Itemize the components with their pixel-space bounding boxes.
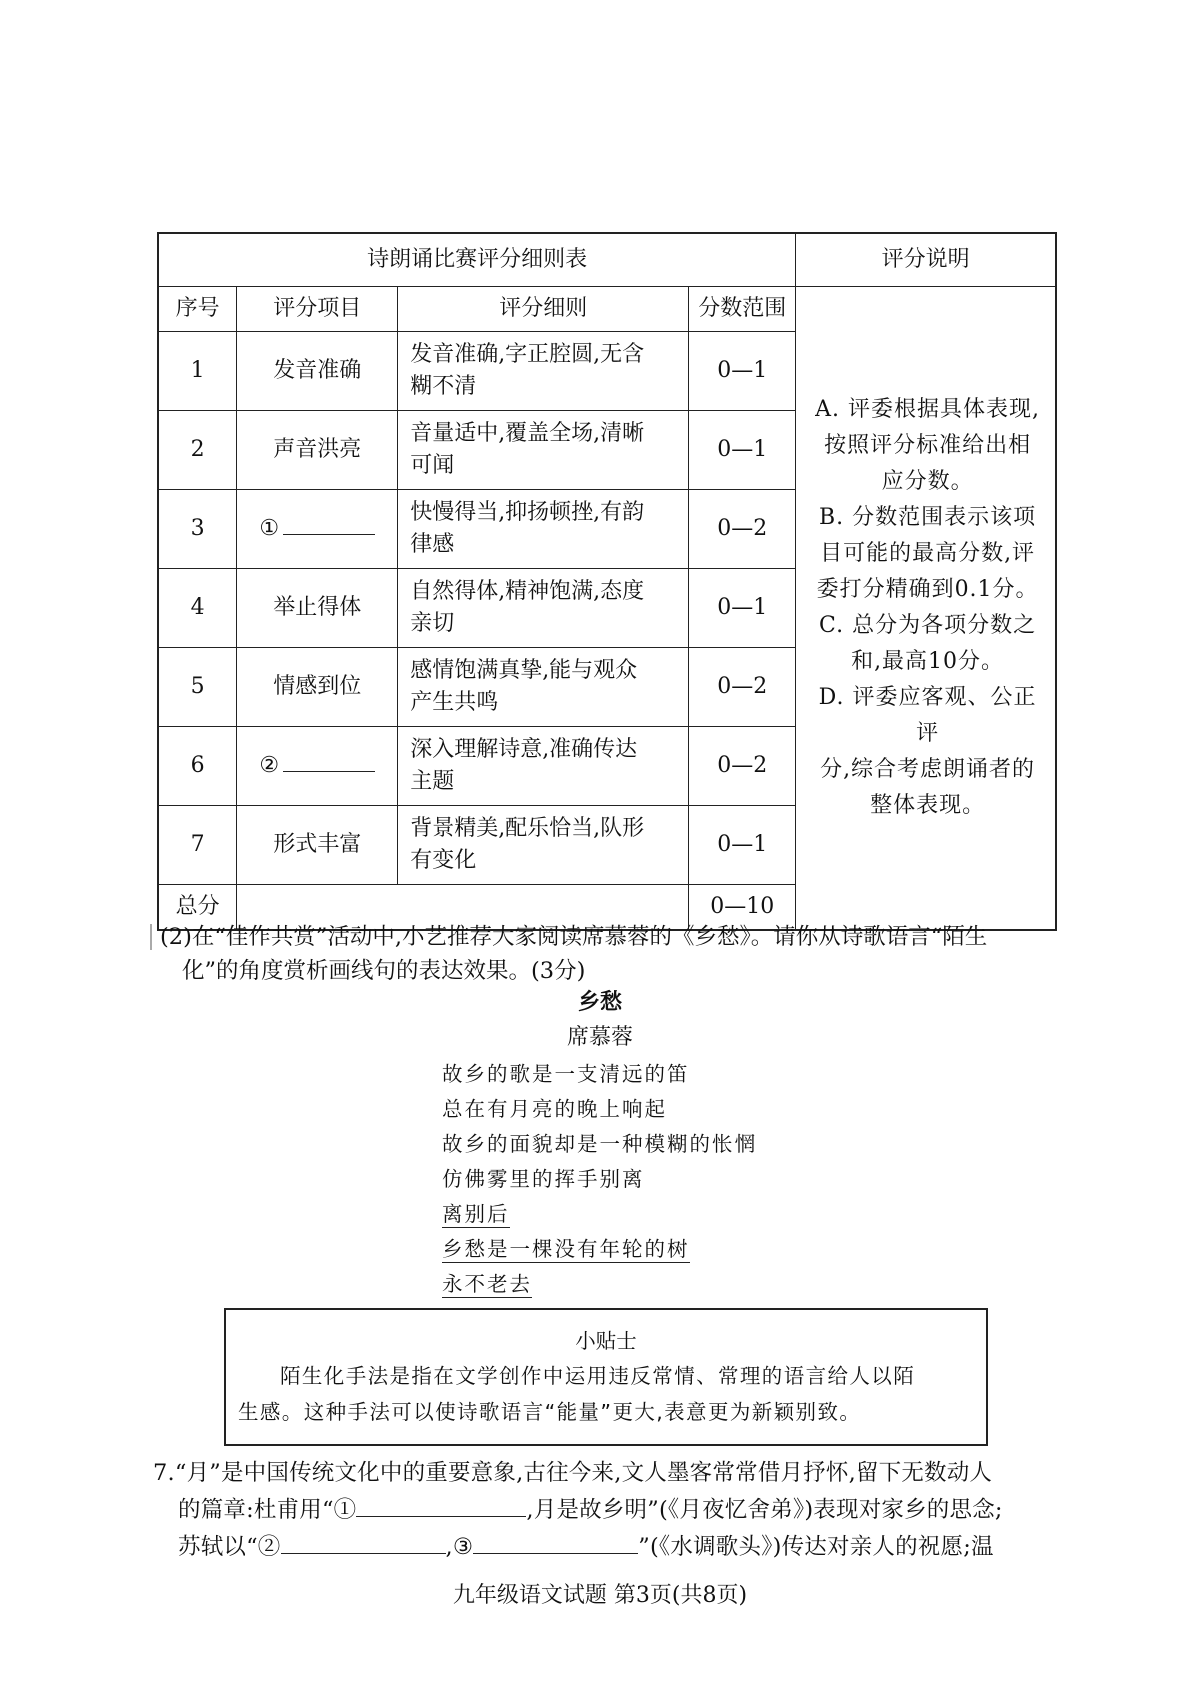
question-7-line-1: 7.“月”是中国传统文化中的重要意象,古往今来,文人墨客常常借月抒怀,留下无数动人 [153, 1460, 993, 1486]
poem-author: 席慕蓉 [566, 1025, 633, 1050]
header-item: 评分项目 [237, 287, 398, 332]
note-line: 整体表现。 [870, 793, 986, 818]
row-item: 情感到位 [237, 648, 398, 727]
answer-blank-2[interactable] [281, 1531, 446, 1554]
poem-line: 仿佛雾里的挥手别离 [442, 1167, 645, 1191]
answer-blank-1[interactable] [356, 1494, 526, 1517]
question-2-line-2: 化”的角度赏析画线句的表达效果。(3分) [182, 958, 586, 984]
note-line: 按照评分标准给出相 [824, 433, 1032, 458]
row-item: 举止得体 [237, 569, 398, 648]
total-label: 总分 [158, 885, 237, 931]
scoring-notes [796, 287, 1056, 931]
question-7 [153, 1455, 1063, 1566]
row-range: 0—1 [689, 411, 796, 490]
poem-line-underlined: 乡愁是一棵没有年轮的树 [442, 1237, 690, 1261]
answer-blank-3[interactable] [473, 1531, 638, 1554]
row-no: 5 [158, 648, 237, 727]
row-rules: 自然得体,精神饱满,态度 亲切 [398, 569, 689, 648]
poem-line-underlined: 永不老去 [442, 1272, 532, 1296]
note-line: C. 总分为各项分数之 [819, 613, 1037, 638]
row-item: 声音洪亮 [237, 411, 398, 490]
row-range: 0—1 [689, 332, 796, 411]
row-rules: 音量适中,覆盖全场,清晰 可闻 [398, 411, 689, 490]
row-no: 6 [158, 727, 237, 806]
tip-title: 小贴士 [575, 1329, 637, 1353]
row-rules: 发音准确,字正腔圆,无含 糊不清 [398, 332, 689, 411]
table-title: 诗朗诵比赛评分细则表 [158, 233, 796, 287]
note-line: 应分数。 [881, 469, 974, 494]
note-line: 分,综合考虑朗诵者的 [820, 757, 1036, 782]
row-item-blank-2[interactable]: ② [237, 727, 398, 806]
note-line: B. 分数范围表示该项 [818, 505, 1037, 530]
row-no: 3 [158, 490, 237, 569]
poem-line: 故乡的歌是一支清远的笛 [442, 1062, 690, 1086]
tip-body: 陌生化手法是指在文学创作中运用违反常情、常理的语言给人以陌 生感。这种手法可以使诗歌语言“能量”更大,表意更为新颖别致。 [238, 1364, 916, 1424]
row-no: 2 [158, 411, 237, 490]
row-range: 0—2 [689, 648, 796, 727]
poem-body [442, 1057, 757, 1302]
row-range: 0—2 [689, 727, 796, 806]
row-range: 0—1 [689, 806, 796, 885]
tip-box [224, 1308, 988, 1446]
row-rules: 快慢得当,抑扬顿挫,有韵 律感 [398, 490, 689, 569]
row-no: 1 [158, 332, 237, 411]
row-no: 4 [158, 569, 237, 648]
note-line: 目可能的最高分数,评 [820, 541, 1036, 566]
row-rules: 背景精美,配乐恰当,队形 有变化 [398, 806, 689, 885]
margin-mark [150, 924, 152, 950]
poem-line: 总在有月亮的晚上响起 [442, 1097, 667, 1121]
question-7-line-3: 苏轼以“② ,③ ”(《水调歌头》)传达对亲人的祝愿;温 [153, 1529, 1063, 1566]
row-range: 0—1 [689, 569, 796, 648]
row-rules: 感情饱满真挚,能与观众 产生共鸣 [398, 648, 689, 727]
note-line: 委打分精确到0.1分。 [816, 577, 1039, 602]
question-2-line-1: (2)在“佳作共赏”活动中,小艺推荐大家阅读席慕蓉的《乡愁》。请你从诗歌语言“陌生 [160, 924, 988, 950]
header-rules: 评分细则 [398, 287, 689, 332]
poem-title: 乡愁 [577, 990, 622, 1015]
page-footer: 九年级语文试题 第3页(共8页) [452, 1583, 748, 1608]
header-range: 分数范围 [689, 287, 796, 332]
note-line: A. 评委根据具体表现, [815, 397, 1040, 422]
scoring-table [157, 232, 1057, 931]
row-item: 形式丰富 [237, 806, 398, 885]
answer-blank [283, 751, 375, 772]
row-item-blank-1[interactable]: ① [237, 490, 398, 569]
poem-line: 故乡的面貌却是一种模糊的怅惘 [442, 1132, 757, 1156]
question-2 [160, 920, 1060, 988]
row-range: 0—2 [689, 490, 796, 569]
answer-blank [283, 514, 375, 535]
note-line: 和,最高10分。 [851, 649, 1005, 674]
question-7-line-2: 的篇章:杜甫用“① ,月是故乡明”(《月夜忆舍弟》)表现对家乡的思念; [153, 1492, 1063, 1529]
row-no: 7 [158, 806, 237, 885]
header-no: 序号 [158, 287, 237, 332]
poem-line-underlined: 离别后 [442, 1202, 510, 1226]
note-line: D. 评委应客观、公正评 [818, 685, 1037, 746]
notes-title: 评分说明 [796, 233, 1056, 287]
total-range: 0—10 [689, 885, 796, 931]
row-rules: 深入理解诗意,准确传达 主题 [398, 727, 689, 806]
row-item: 发音准确 [237, 332, 398, 411]
